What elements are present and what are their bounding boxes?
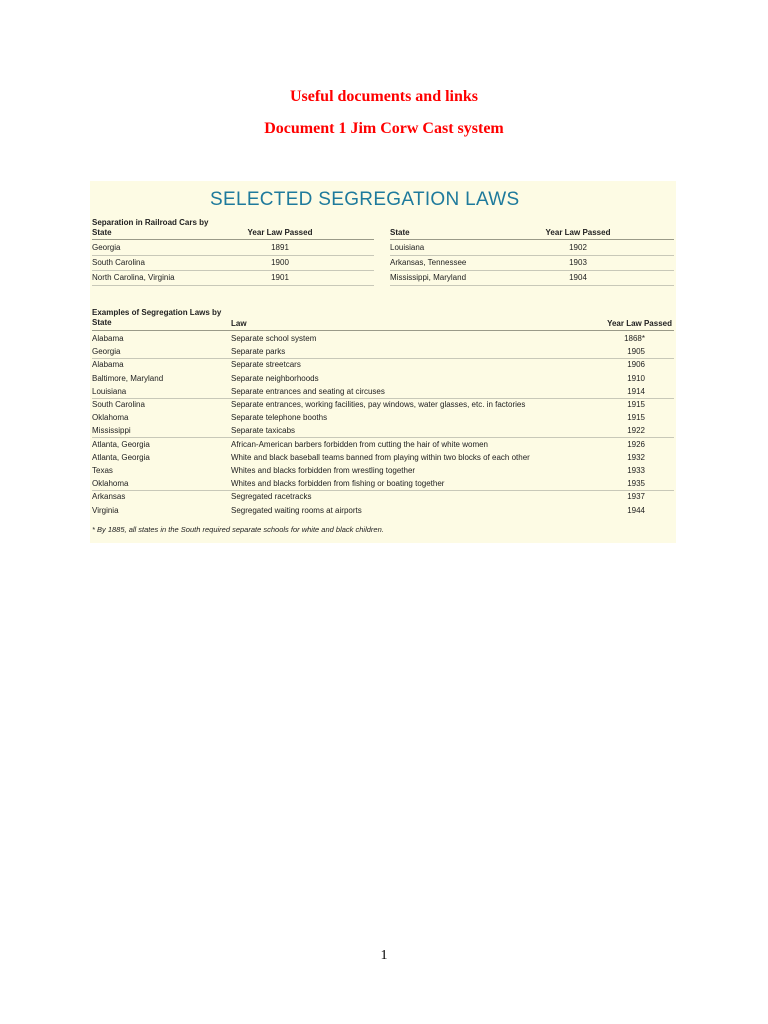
example-law-cell: Separate telephone booths [231, 413, 328, 423]
example-state-cell: Texas [92, 466, 113, 475]
railroad-state-cell: Georgia [92, 243, 121, 252]
example-year-cell: 1915 [627, 413, 645, 423]
example-state-cell: Oklahoma [92, 479, 129, 489]
example-law-cell: Whites and blacks forbidden from fishing or boating together [231, 479, 445, 489]
divider [92, 330, 674, 331]
example-state-cell: Louisiana [92, 386, 127, 396]
figure-title: SELECTED SEGREGATION LAWS [210, 189, 520, 210]
example-state-cell: Atlanta, Georgia [92, 452, 150, 462]
example-year-cell: 1933 [627, 466, 645, 475]
example-law-cell: Separate parks [231, 347, 286, 357]
example-state-cell: Virginia [92, 505, 119, 515]
railroad-year-cell: 1900 [271, 258, 289, 267]
example-law-cell: Separate taxicabs [231, 426, 296, 436]
railroad-year-cell: 1903 [569, 258, 587, 267]
railroad-state-cell: North Carolina, Virginia [92, 273, 175, 282]
example-year-cell: 1922 [627, 426, 645, 436]
example-law-cell: Separate streetcars [231, 360, 301, 370]
example-year-cell: 1932 [627, 452, 645, 462]
row-divider [92, 490, 674, 491]
example-year-cell: 1915 [627, 400, 645, 409]
railroad-header-year: Year Law Passed [247, 228, 313, 237]
railroad-state-cell: South Carolina [92, 258, 145, 267]
example-law-cell: Separate entrances and seating at circuses [231, 386, 385, 396]
example-state-cell: Oklahoma [92, 413, 129, 423]
example-law-cell: Whites and blacks forbidden from wrestling together [231, 466, 416, 475]
example-state-cell: Alabama [92, 360, 124, 370]
document-title: Document 1 Jim Corw Cast system [264, 120, 504, 137]
example-year-cell: 1914 [627, 386, 645, 396]
railroad-header-state-right: State [390, 228, 410, 237]
example-state-cell: South Carolina [92, 400, 145, 409]
railroad-year-cell: 1891 [271, 243, 289, 252]
railroad-year-cell: 1904 [569, 273, 587, 282]
example-year-cell: 1944 [627, 505, 645, 515]
railroad-year-cell: 1902 [569, 243, 587, 252]
example-law-cell: Segregated racetracks [231, 492, 312, 502]
railroad-header-year-right: Year Law Passed [545, 228, 611, 237]
example-year-cell: 1905 [627, 347, 645, 357]
example-law-cell: African-American barbers forbidden from cutting the hair of white women [231, 439, 489, 449]
example-state-cell: Georgia [92, 347, 121, 357]
railroad-state-cell: Louisiana [390, 243, 425, 252]
example-state-cell: Baltimore, Maryland [92, 373, 164, 383]
example-law-cell: Separate school system [231, 334, 317, 343]
railroad-header-state: Separation in Railroad Cars by State [92, 218, 209, 237]
example-year-cell: 1935 [627, 479, 645, 489]
example-state-cell: Arkansas [92, 492, 126, 502]
example-state-cell: Mississippi [92, 426, 131, 436]
page-number: 1 [380, 948, 388, 963]
examples-header-law: Law [231, 319, 247, 328]
railroad-year-cell: 1901 [271, 273, 289, 282]
row-divider [92, 285, 374, 286]
row-divider [390, 285, 674, 286]
railroad-state-cell: Mississippi, Maryland [390, 273, 467, 282]
example-year-cell: 1910 [627, 373, 645, 383]
page-title: Useful documents and links [289, 88, 479, 105]
example-year-cell: 1926 [627, 439, 645, 449]
segregation-laws-figure [90, 181, 676, 543]
row-divider [92, 358, 674, 359]
example-state-cell: Atlanta, Georgia [92, 439, 150, 449]
example-law-cell: White and black baseball teams banned from playing within two blocks of each other [231, 452, 530, 462]
examples-header-year: Year Law Passed [607, 319, 672, 328]
divider [390, 239, 674, 240]
example-law-cell: Separate neighborhoods [231, 373, 319, 383]
example-law-cell: Segregated waiting rooms at airports [231, 505, 362, 515]
footnote: * By 1885, all states in the South required separate schools for white and black children. [92, 525, 384, 534]
example-state-cell: Alabama [92, 334, 124, 343]
railroad-state-cell: Arkansas, Tennessee [390, 258, 467, 267]
example-year-cell: 1937 [627, 492, 645, 502]
divider [92, 239, 374, 240]
example-law-cell: Separate entrances, working facilities, pay windows, water glasses, etc. in factories [231, 400, 526, 409]
examples-header-state: Examples of Segregation Laws by State [92, 308, 222, 327]
example-year-cell: 1906 [627, 360, 645, 370]
example-year-cell: 1868* [624, 334, 645, 343]
